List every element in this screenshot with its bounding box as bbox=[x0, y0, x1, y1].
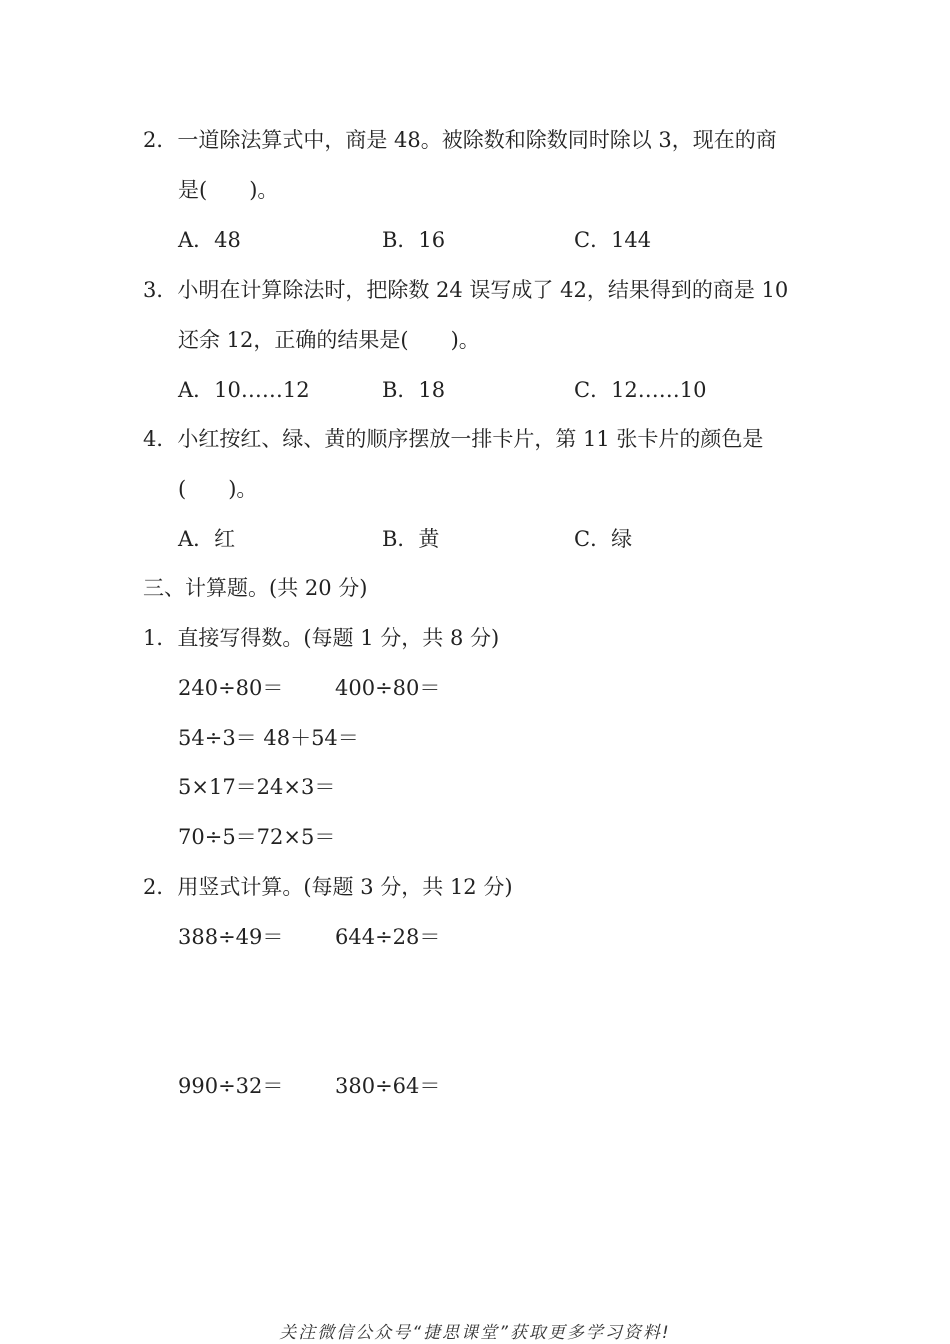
vertical-calc-item: 388÷49＝ bbox=[178, 925, 284, 949]
question-4-text: 4．小红按红、绿、黄的顺序摆放一排卡片，第 11 张卡片的颜色是 bbox=[143, 427, 764, 451]
question-3-text: 3．小明在计算除法时，把除数 24 误写成了 42，结果得到的商是 10 bbox=[143, 278, 789, 302]
question-2-option-a: A．48 bbox=[178, 228, 241, 252]
question-3-option-a: A．10……12 bbox=[178, 378, 310, 402]
question-4-blank: ( )。 bbox=[178, 477, 258, 501]
part-2-heading: 2．用竖式计算。(每题 3 分，共 12 分) bbox=[143, 875, 513, 899]
vertical-calc-item: 380÷64＝ bbox=[335, 1074, 441, 1098]
calc-item: 400÷80＝ bbox=[335, 676, 441, 700]
calc-item: 5×17＝24×3＝ bbox=[178, 775, 336, 799]
footer-notice: 关注微信公众号“捷思课堂”获取更多学习资料! bbox=[279, 1323, 671, 1343]
question-2-option-b: B．16 bbox=[382, 228, 446, 252]
part-1-heading: 1．直接写得数。(每题 1 分，共 8 分) bbox=[143, 626, 500, 650]
calc-item: 54÷3＝ 48＋54＝ bbox=[178, 726, 359, 750]
vertical-calc-item: 644÷28＝ bbox=[335, 925, 441, 949]
section-3-title: 三、计算题。(共 20 分) bbox=[143, 576, 368, 600]
question-2-option-c: C．144 bbox=[574, 228, 652, 252]
question-3-option-b: B．18 bbox=[382, 378, 446, 402]
vertical-calc-item: 990÷32＝ bbox=[178, 1074, 284, 1098]
question-4-option-c: C．绿 bbox=[574, 527, 633, 551]
question-3-option-c: C．12……10 bbox=[574, 378, 707, 402]
question-2-text: 2．一道除法算式中，商是 48。被除数和除数同时除以 3，现在的商 bbox=[143, 128, 777, 152]
question-3-blank: 还余 12，正确的结果是( )。 bbox=[178, 328, 480, 352]
calc-item: 240÷80＝ bbox=[178, 676, 284, 700]
calc-item: 70÷5＝72×5＝ bbox=[178, 825, 336, 849]
question-4-option-a: A．红 bbox=[178, 527, 236, 551]
question-4-option-b: B．黄 bbox=[382, 527, 440, 551]
question-2-blank: 是( )。 bbox=[178, 178, 279, 202]
